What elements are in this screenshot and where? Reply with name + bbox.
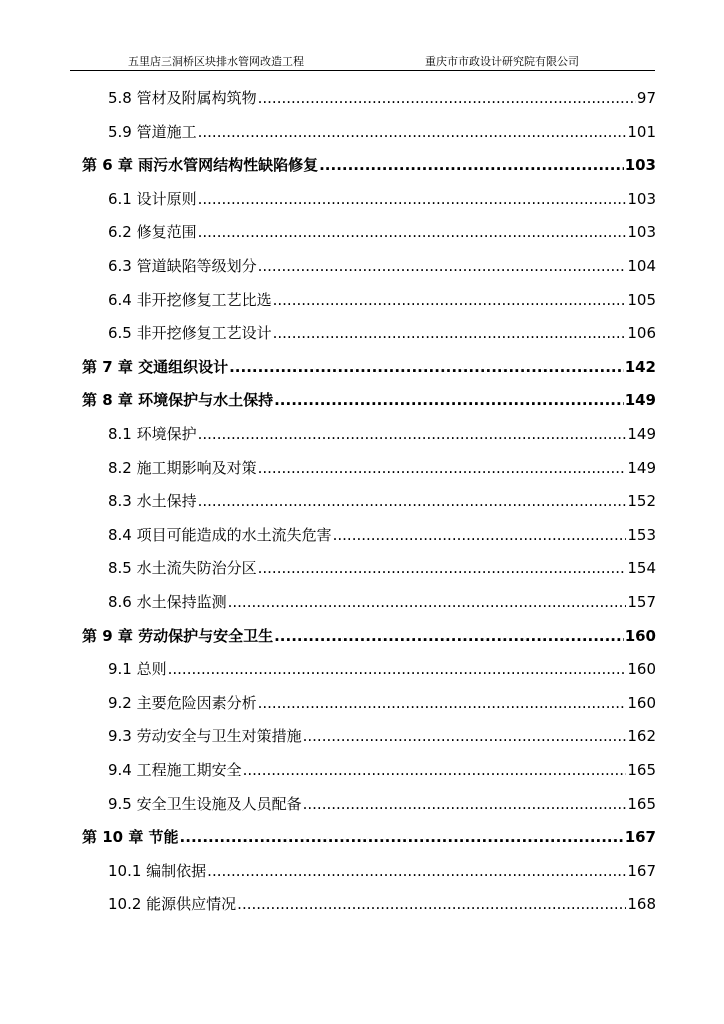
toc-entry-page-number: 160 [627,693,656,712]
toc-entry-title: 8.1 环境保护 [108,425,197,443]
toc-section-entry[interactable] [108,590,656,614]
toc-dot-leader [273,321,627,345]
toc-entry-page-number: 97 [636,89,656,107]
toc-section-entry[interactable] [108,422,656,446]
toc-section-entry[interactable] [108,187,656,211]
toc-entry-page-number: 157 [627,593,656,611]
toc-entry-title: 9.5 安全卫生设施及人员配备 [108,794,302,813]
toc-entry-title: 10.2 能源供应情况 [108,895,237,914]
toc-entry-title: 8.5 水土流失防治分区 [108,559,257,578]
toc-entry-page-number: 152 [627,492,656,511]
toc-entry-page-number: 160 [627,660,656,679]
toc-entry-title: 6.5 非开挖修复工艺设计 [108,324,272,343]
toc-entry-title: 8.3 水土保持 [108,492,197,511]
toc-dot-leader [207,859,626,883]
toc-entry-title: 8.6 水土保持监测 [108,593,227,611]
toc-dot-leader [237,892,626,916]
toc-dot-leader [198,422,627,446]
toc-dot-leader [303,792,627,816]
toc-section-entry[interactable] [108,288,656,312]
toc-entry-page-number: 101 [627,122,656,141]
toc-section-entry[interactable] [108,892,656,916]
toc-section-entry[interactable] [108,321,656,345]
toc-entry-title: 9.4 工程施工期安全 [108,761,242,779]
toc-entry-page-number: 103 [627,223,656,242]
toc-entry-page-number: 167 [627,861,656,880]
toc-chapter-entry[interactable] [82,624,656,648]
toc-entry-title: 9.2 主要危险因素分析 [108,693,257,712]
toc-entry-title: 第 7 章 交通组织设计 [82,357,229,376]
toc-entry-page-number: 142 [624,357,656,376]
toc-section-entry[interactable] [108,556,656,580]
toc-entry-page-number: 149 [627,425,656,443]
toc-chapter-entry[interactable] [82,153,656,177]
toc-section-entry[interactable] [108,120,656,144]
toc-dot-leader [319,153,624,177]
toc-entry-title: 第 8 章 环境保护与水土保持 [82,391,274,410]
page-header [70,50,655,71]
toc-entry-page-number: 104 [627,257,656,275]
toc-entry-title: 5.8 管材及附属构筑物 [108,89,257,107]
toc-entry-page-number: 154 [627,559,656,578]
toc-entry-title: 9.3 劳动安全与卫生对策措施 [108,727,302,746]
toc-section-entry[interactable] [108,859,656,883]
toc-dot-leader [274,624,624,648]
toc-chapter-entry[interactable] [82,825,656,849]
toc-section-entry[interactable] [108,456,656,480]
toc-section-entry[interactable] [108,657,656,681]
toc-entry-title: 6.1 设计原则 [108,189,197,208]
toc-section-entry[interactable] [108,254,656,278]
toc-dot-leader [274,388,624,412]
toc-entry-title: 9.1 总则 [108,660,167,679]
toc-section-entry[interactable] [108,489,656,513]
toc-entry-page-number: 160 [624,626,656,645]
toc-entry-page-number: 153 [627,525,656,544]
toc-dot-leader [168,657,627,681]
toc-entry-page-number: 149 [627,458,656,477]
toc-entry-title: 10.1 编制依据 [108,861,207,880]
toc-section-entry[interactable] [108,691,656,715]
toc-entry-page-number: 165 [627,794,656,813]
toc-entry-title: 第 10 章 节能 [82,828,179,847]
toc-entry-title: 6.3 管道缺陷等级划分 [108,257,257,275]
toc-dot-leader [258,691,627,715]
toc-dot-leader [180,825,624,849]
toc-section-entry[interactable] [108,220,656,244]
toc-entry-page-number: 165 [627,761,656,779]
toc-entry-page-number: 149 [624,391,656,410]
toc-entry-title: 第 6 章 雨污水管网结构性缺陷修复 [82,156,319,175]
toc-entry-page-number: 103 [624,156,656,175]
toc-dot-leader [258,86,636,110]
toc-dot-leader [273,288,627,312]
toc-dot-leader [198,220,627,244]
toc-entry-title: 8.2 施工期影响及对策 [108,458,257,477]
toc-entry-title: 6.4 非开挖修复工艺比选 [108,290,272,309]
toc-entry-page-number: 162 [627,727,656,746]
toc-dot-leader [229,355,624,379]
toc-entry-page-number: 106 [627,324,656,343]
toc-dot-leader [198,120,627,144]
header-company-name: 重庆市市政设计研究院有限公司 [425,55,579,68]
toc-entry-page-number: 105 [627,290,656,309]
toc-chapter-entry[interactable] [82,355,656,379]
toc-section-entry[interactable] [108,724,656,748]
toc-dot-leader [333,523,627,547]
toc-dot-leader [198,187,627,211]
toc-dot-leader [258,456,627,480]
toc-section-entry[interactable] [108,758,656,782]
toc-dot-leader [228,590,627,614]
toc-entry-title: 6.2 修复范围 [108,223,197,242]
toc-dot-leader [303,724,627,748]
toc-entry-page-number: 103 [627,189,656,208]
toc-dot-leader [258,254,627,278]
toc-entry-title: 8.4 项目可能造成的水土流失危害 [108,525,332,544]
toc-section-entry[interactable] [108,523,656,547]
toc-chapter-entry[interactable] [82,388,656,412]
toc-entry-page-number: 168 [627,895,656,914]
toc-dot-leader [198,489,627,513]
toc-entry-page-number: 167 [624,828,656,847]
toc-entry-title: 第 9 章 劳动保护与安全卫生 [82,626,274,645]
toc-dot-leader [258,556,627,580]
toc-section-entry[interactable] [108,86,656,110]
toc-dot-leader [243,758,627,782]
header-project-title: 五里店三洞桥区块排水管网改造工程 [128,55,304,68]
toc-entry-title: 5.9 管道施工 [108,122,197,141]
toc-section-entry[interactable] [108,792,656,816]
